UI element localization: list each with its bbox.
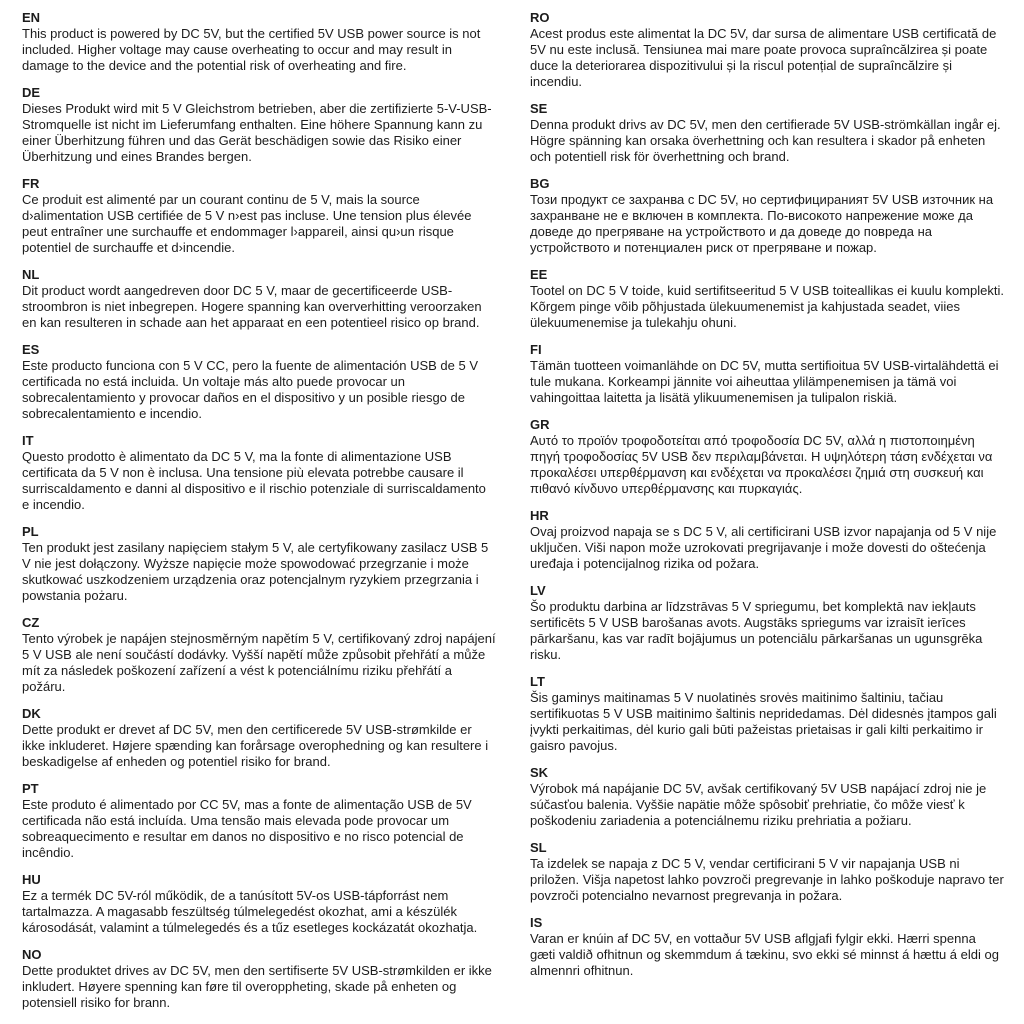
lang-code-lv: LV: [530, 583, 546, 598]
lang-text-sk: Výrobok má napájanie DC 5V, avšak certifikovaný 5V USB napájací zdroj nie je súčasťou balenia. Vyššie napätie môže spôsobiť prehriatie, čo môže viesť k poškodeniu zariadenia a potenciálnemu riziku prehriatia a požiaru.: [530, 781, 987, 828]
lang-code-de: DE: [22, 85, 41, 100]
lang-block-de: [22, 85, 496, 165]
lang-code-it: IT: [22, 433, 34, 448]
lang-block-lv: [530, 583, 1004, 663]
lang-block-se: [530, 101, 1004, 165]
lang-text-pl: Ten produkt jest zasilany napięciem stałym 5 V, ale certyfikowany zasilacz USB 5 V nie jest dołączony. Wyższe napięcie może spowodować przegrzanie i może skutkować uszkodzeniem urządzenia oraz potencjalnym ryzykiem przegrzania i powstania pożaru.: [22, 540, 489, 603]
lang-block-fr: [22, 176, 496, 256]
lang-block-sl: [530, 840, 1004, 904]
lang-code-se: SE: [530, 101, 548, 116]
lang-block-it: [22, 433, 496, 513]
lang-block-es: [22, 342, 496, 422]
lang-block-en: [22, 10, 496, 74]
lang-code-pt: PT: [22, 781, 39, 796]
lang-text-ee: Tootel on DC 5 V toide, kuid sertifitseeritud 5 V USB toiteallikas ei kuulu komplekti. Kõrgem pinge võib põhjustada ülekuumenemist ja kahjustada seadet, viies ülekuumenemise ja tulekahju ohuni.: [530, 283, 1005, 330]
lang-text-sl: Ta izdelek se napaja z DC 5 V, vendar certificirani 5 V vir napajanja USB ni priložen. Višja napetost lahko povzroči pregrevanje in lahko poškoduje napravo ter povzroči potencialno nevarnost pregrevanja in požara.: [530, 856, 1004, 903]
lang-block-pl: [22, 524, 496, 604]
lang-block-hr: [530, 508, 1004, 572]
lang-code-ro: RO: [530, 10, 550, 25]
lang-text-se: Denna produkt drivs av DC 5V, men den certifierade 5V USB-strömkällan ingår ej. Högre spänning kan orsaka överhettning och kan resultera i skador på enheten och potentiell risk för överhettning och brand.: [530, 117, 1001, 164]
lang-code-es: ES: [22, 342, 40, 357]
lang-block-nl: [22, 267, 496, 331]
left-column: [22, 10, 496, 1022]
lang-text-hr: Ovaj proizvod napaja se s DC 5 V, ali certificirani USB izvor napajanja od 5 V nije uključen. Viši napon može uzrokovati pregrijavanje i može dovesti do oštećenja uređaja i potencijalnog rizika od požara.: [530, 524, 997, 571]
right-column: [530, 10, 1004, 1022]
lang-block-is: [530, 915, 1004, 979]
lang-code-lt: LT: [530, 674, 545, 689]
lang-code-hu: HU: [22, 872, 41, 887]
lang-code-dk: DK: [22, 706, 41, 721]
lang-text-cz: Tento výrobek je napájen stejnosměrným napětím 5 V, certifikovaný zdroj napájení 5 V USB ale není součástí dodávky. Vyšší napětí může způsobit přehřátí a může mít za následek poškození zařízení a vést k potenciálnímu riziku přehřátí a požáru.: [22, 631, 496, 694]
lang-code-hr: HR: [530, 508, 549, 523]
lang-block-fi: [530, 342, 1004, 406]
lang-block-gr: [530, 417, 1004, 497]
lang-code-pl: PL: [22, 524, 39, 539]
lang-block-hu: [22, 872, 496, 936]
lang-text-de: Dieses Produkt wird mit 5 V Gleichstrom betrieben, aber die zertifizierte 5-V-USB-Stromquelle ist nicht im Lieferumfang enthalten. Eine höhere Spannung kann zu einer Überhitzung führen und das Gerät beschädigen sowie das Risiko einer Überhitzung und eines Brandes bergen.: [22, 101, 492, 164]
lang-text-bg: Този продукт се захранва с DC 5V, но сертифицираният 5V USB източник на захранване не е включен в комплекта. По-високото напрежение може да доведе до прегряване на устройството и да доведе до повреда на устройството и потенциален риск от прегряване и пожар.: [530, 192, 994, 255]
lang-text-lv: Šo produktu darbina ar līdzstrāvas 5 V spriegumu, bet komplektā nav iekļauts sertificēts 5 V USB barošanas avots. Augstāks spriegums var izraisīt ierīces pārkaršanu, kas var radīt bojājumus un potenciālu pārkaršanas un ugunsgrēka risku.: [530, 599, 983, 662]
lang-block-dk: [22, 706, 496, 770]
lang-text-ro: Acest produs este alimentat la DC 5V, dar sursa de alimentare USB certificată de 5V nu este inclusă. Tensiunea mai mare poate provoca supraîncălzirea și poate duce la deteriorarea dispozitivului și la riscul potențial de supraîncălzire și incendiu.: [530, 26, 997, 89]
lang-code-sl: SL: [530, 840, 547, 855]
lang-text-es: Este producto funciona con 5 V CC, pero la fuente de alimentación USB de 5 V certificada no está incluida. Un voltaje más alto puede provocar un sobrecalentamiento y provocar daños en el dispositivo y un posible riesgo de sobrecalentamiento e incendio.: [22, 358, 478, 421]
lang-code-en: EN: [22, 10, 41, 25]
lang-block-cz: [22, 615, 496, 695]
lang-code-fr: FR: [22, 176, 40, 191]
lang-block-sk: [530, 765, 1004, 829]
lang-block-lt: [530, 674, 1004, 754]
lang-code-sk: SK: [530, 765, 549, 780]
lang-block-bg: [530, 176, 1004, 256]
lang-code-nl: NL: [22, 267, 40, 282]
lang-code-fi: FI: [530, 342, 542, 357]
lang-code-is: IS: [530, 915, 543, 930]
lang-text-it: Questo prodotto è alimentato da DC 5 V, ma la fonte di alimentazione USB certificata da 5 V non è inclusa. Una tensione più elevata potrebbe causare il surriscaldamento e danni al dispositivo e il rischio potenziale di surriscaldamento e incendio.: [22, 449, 486, 512]
lang-text-fr: Ce produit est alimenté par un courant continu de 5 V, mais la source d›alimentation USB certifiée de 5 V n›est pas incluse. Une tension plus élevée peut entraîner une surchauffe et endommager l›appareil, ainsi qu›un risque potentiel de surchauffe et d›incendie.: [22, 192, 472, 255]
lang-code-cz: CZ: [22, 615, 40, 630]
lang-block-pt: [22, 781, 496, 861]
lang-code-ee: EE: [530, 267, 548, 282]
lang-block-ee: [530, 267, 1004, 331]
lang-text-pt: Este produto é alimentado por CC 5V, mas a fonte de alimentação USB de 5V certificada não está incluída. Uma tensão mais elevada pode provocar um sobreaquecimento e resultar em danos no dispositivo e no risco potencial de incêndio.: [22, 797, 472, 860]
lang-code-gr: GR: [530, 417, 550, 432]
lang-text-lt: Šis gaminys maitinamas 5 V nuolatinės srovės maitinimo šaltiniu, tačiau sertifikuotas 5 V USB maitinimo šaltinis nepridedamas. Dėl didesnės įtampos gali įvykti perkaitimas, dėl kurio gali būti pažeistas prietaisas ir gali kilti perkaitimo ir gaisro pavojus.: [530, 690, 997, 753]
lang-text-hu: Ez a termék DC 5V-ról működik, de a tanúsított 5V-os USB-tápforrást nem tartalmazza. A magasabb feszültség túlmelegedést okozhat, ami a készülék károsodását, valamint a túlmelegedés és a tűz esetleges kockázatát okozhatja.: [22, 888, 478, 935]
lang-text-en: This product is powered by DC 5V, but the certified 5V USB power source is not included. Higher voltage may cause overheating to occur and may result in damage to the device and the potential risk of overheating and fire.: [22, 26, 481, 73]
lang-code-bg: BG: [530, 176, 550, 191]
lang-text-dk: Dette produkt er drevet af DC 5V, men den certificerede 5V USB-strømkilde er ikke inkluderet. Højere spænding kan forårsage overophedning og kan resultere i beskadigelse af enheden og potentiel risiko for brand.: [22, 722, 489, 769]
lang-block-no: [22, 947, 496, 1011]
lang-text-gr: Αυτό το προϊόν τροφοδοτείται από τροφοδοσία DC 5V, αλλά η πιστοποιημένη πηγή τροφοδοσίας 5V USB δεν περιλαμβάνεται. Η υψηλότερη τάση ενδέχεται να προκαλέσει υπερθέρμανση και ενδέχεται να προκαλέσει ζημιά στη συσκευή και πιθανό κίνδυνο υπερθέρμανσης και πυρκαγιάς.: [530, 433, 993, 496]
lang-code-no: NO: [22, 947, 42, 962]
lang-block-ro: [530, 10, 1004, 90]
lang-text-nl: Dit product wordt aangedreven door DC 5 V, maar de gecertificeerde USB-stroombron is niet inbegrepen. Hogere spanning kan oververhitting veroorzaken en kan resulteren in schade aan het apparaat en een potentieel risico op brand.: [22, 283, 482, 330]
lang-text-is: Varan er knúin af DC 5V, en vottaður 5V USB aflgjafi fylgir ekki. Hærri spenna gæti valdið ofhitnun og skemmdum á tækinu, svo ekki sé minnst á hættu á eldi og almennri ofhitnun.: [530, 931, 999, 978]
lang-text-no: Dette produktet drives av DC 5V, men den sertifiserte 5V USB-strømkilden er ikke inkludert. Høyere spenning kan føre til overoppheting, skade på enheten og potensiell risiko for brann.: [22, 963, 492, 1010]
lang-text-fi: Tämän tuotteen voimanlähde on DC 5V, mutta sertifioitua 5V USB-virtalähdettä ei tule mukana. Korkeampi jännite voi aiheuttaa ylilämpenemisen ja tämä voi vahingoittaa laitetta ja lisätä ylikuumenemisen ja tulipalon riskiä.: [530, 358, 999, 405]
